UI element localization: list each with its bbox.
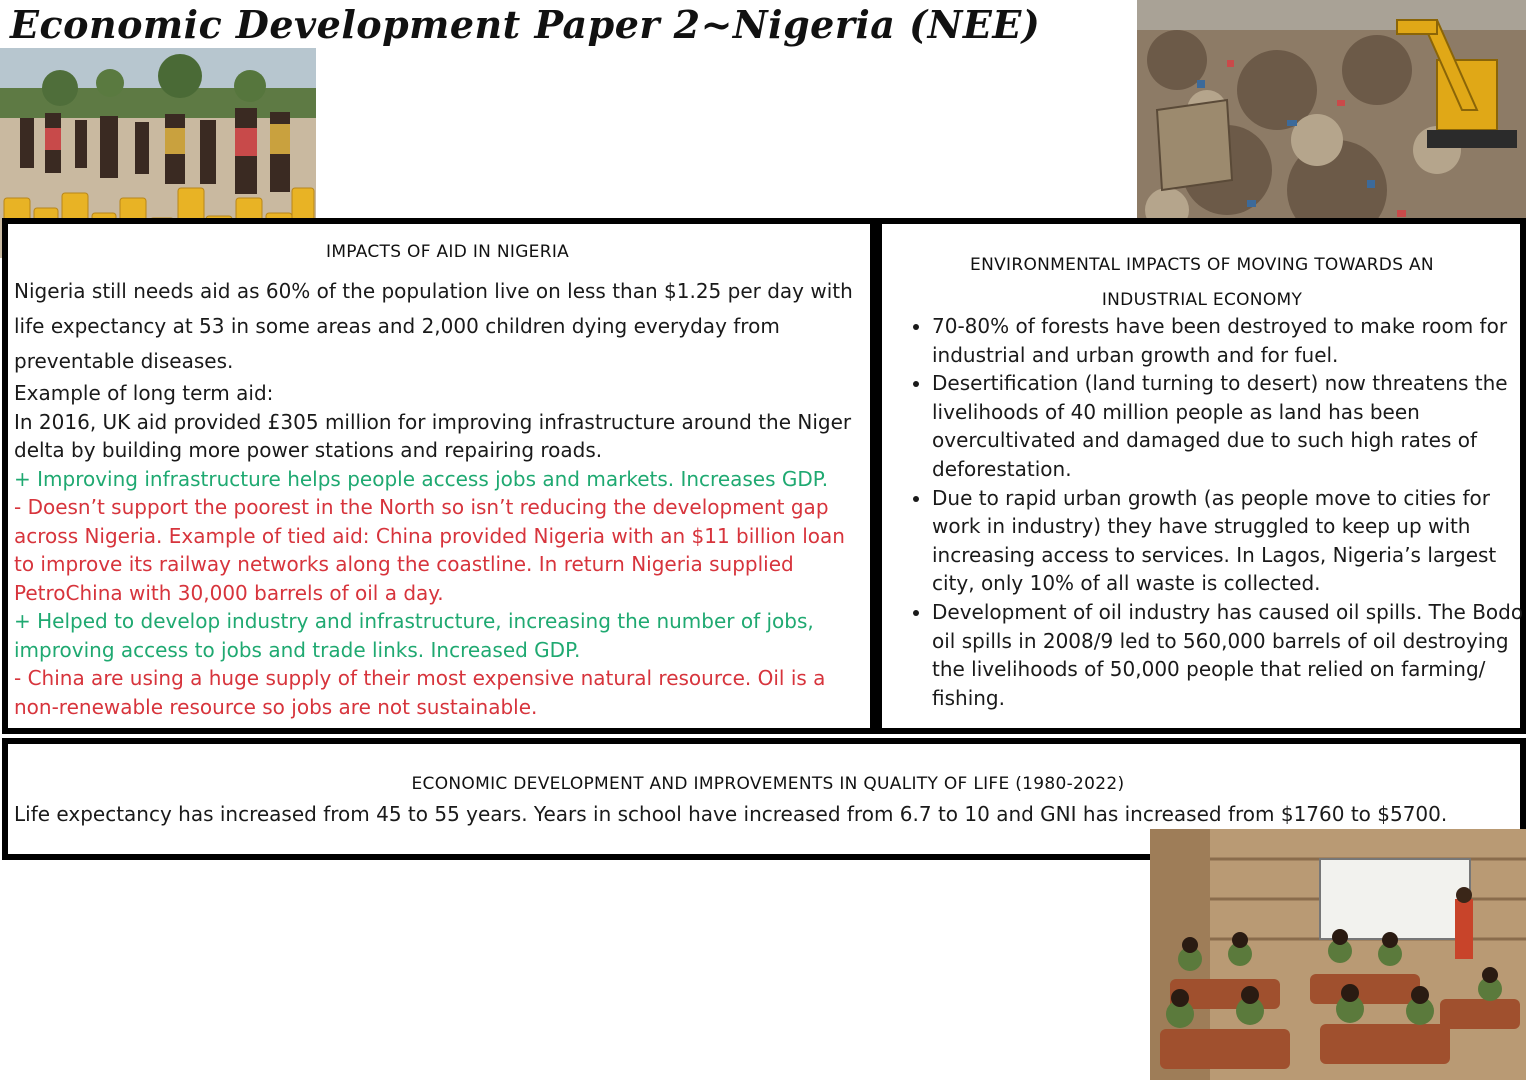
quality-of-life-text: Life expectancy has increased from 45 to 55 years. Years in school have increased from 6.7 to 10 and GNI has increased from $1760 to $5700.	[14, 802, 1448, 826]
aid-body	[14, 274, 864, 721]
disadvantage-2: - China are using a huge supply of their most expensive natural resource. Oil is a non-renewable resource so jobs are not sustainable.	[14, 666, 826, 719]
landfill-image	[1137, 0, 1526, 238]
environment-heading	[882, 248, 1522, 318]
classroom-image	[1150, 829, 1526, 1080]
environment-section	[876, 218, 1526, 734]
aid-heading: IMPACTS OF AID IN NIGERIA	[326, 242, 570, 262]
environment-heading-line-2: INDUSTRIAL ECONOMY	[1101, 290, 1303, 310]
list-item: • Desertification (land turning to desert) now threatens the livelihoods of 40 million people as land has been overcultivated and damaged due to such high rates of deforestation.	[932, 369, 1526, 483]
waste-photo	[1137, 0, 1526, 238]
environment-bullet-list	[906, 312, 1526, 712]
school-photo	[1150, 829, 1526, 1080]
list-item: • Due to rapid urban growth (as people move to cities for work in industry) they have struggled to keep up with increasing access to services. In Lagos, Nigeria’s largest city, only 10% of all waste is collected.	[932, 484, 1526, 598]
long-term-text: In 2016, UK aid provided £305 million for improving infrastructure around the Niger delta by building more power stations and repairing roads.	[14, 409, 852, 462]
list-item: • Development of oil industry has caused oil spills. The Bodo oil spills in 2008/9 led to 560,000 barrels of oil destroying the livelihoods of 50,000 people that relied on farming/ fishing.	[932, 598, 1526, 712]
aid-intro: Nigeria still needs aid as 60% of the population live on less than $1.25 per day with life expectancy at 53 in some areas and 2,000 children dying everyday from preventable diseases.	[14, 279, 853, 373]
long-term-label: Example of long term aid:	[14, 381, 274, 405]
page-title: Economic Development Paper 2~Nigeria (NEE)	[10, 2, 1041, 47]
list-item: • 70-80% of forests have been destroyed to make room for industrial and urban growth and for fuel.	[932, 312, 1526, 369]
advantage-1: + Improving infrastructure helps people access jobs and markets. Increases GDP.	[14, 466, 829, 491]
quality-of-life-heading: ECONOMIC DEVELOPMENT AND IMPROVEMENTS IN QUALITY OF LIFE (1980-2022)	[411, 774, 1125, 794]
environment-heading-line-1: ENVIRONMENTAL IMPACTS OF MOVING TOWARDS AN	[970, 255, 1434, 275]
aid-section	[2, 218, 876, 734]
disadvantage-1: - Doesn’t support the poorest in the North so isn’t reducing the development gap across Nigeria. Example of tied aid: China provided Nigeria with an $11 billion loan to improve its railway networks along the coastline. In return Nigeria supplied PetroChina with 30,000 barrels of oil a day.	[14, 495, 845, 605]
advantage-2: + Helped to develop industry and infrastructure, increasing the number of jobs, improving access to jobs and trade links. Increased GDP.	[14, 609, 814, 662]
